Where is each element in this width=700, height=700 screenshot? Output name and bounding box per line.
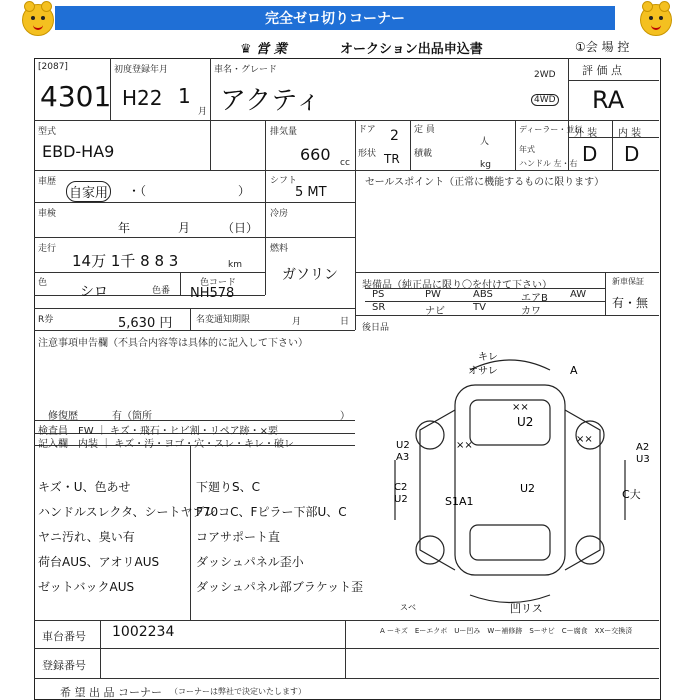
new-warranty: 有・無 [612, 296, 649, 310]
diag-left-a3: A3 [396, 452, 410, 463]
rear-label: 後日品 [362, 323, 390, 333]
diag-left-x: ×× [456, 440, 473, 451]
damage-legend: A ーキズ Eーエクボ Uー凹み Wー補修跡 Sーサビ Cー腐食 XXー交換済 [380, 627, 633, 635]
equip-item: カワ [521, 306, 541, 317]
diag-right-a2: A2 [636, 442, 650, 453]
use-label: 車歴 [38, 177, 57, 187]
diag-c2: C2 [394, 482, 408, 493]
doc-title: オークション出品申込書 [340, 42, 483, 57]
equip-item: ナビ [425, 306, 445, 317]
record-row: 内装 ｜ キズ・汚・ヨゴ・穴・スレ・キレ・破レ [78, 439, 295, 450]
handle-label: ハンドル 左・右 [519, 159, 578, 168]
mascot-right-icon [640, 4, 672, 36]
repair-label: 修復歴 [48, 411, 78, 422]
note-right-line: ダッシュパネル部ブラケット歪 [196, 580, 364, 594]
model-label: 型式 [38, 127, 57, 137]
cooler-label: 冷房 [270, 209, 289, 219]
diag-right-u3: U3 [636, 454, 650, 465]
equip-item: SR [372, 302, 386, 313]
diag-right-x: ×× [576, 434, 593, 445]
ext-label: 外 装 [574, 128, 598, 139]
doc-logo [240, 38, 287, 57]
car-name: アクティ [220, 86, 322, 116]
note-right-line: 下廻りS、C [196, 480, 260, 494]
equip-item: エアB [521, 293, 548, 304]
diag-roof-x: ×× [512, 402, 529, 413]
doc-logo-mark: ♛ [240, 42, 252, 57]
rights-label: R券 [38, 315, 54, 325]
first-reg-label: 初度登録年月 [114, 65, 169, 75]
name-change-label: 名変通知期限 [196, 315, 251, 325]
record-label: 記入欄 [38, 439, 68, 450]
note-left-line: ハンドルスレクタ、シートヤブレ [38, 505, 216, 519]
door-count: 2 [390, 128, 399, 144]
ext-grade: D [582, 142, 598, 166]
note-left-line: ゼットバックAUS [38, 580, 135, 594]
check-row: FW ｜ キズ・飛石・ヒビ割・リペア跡・×要 [78, 426, 278, 437]
ref-number: [2087] [38, 62, 68, 72]
notes-label: 注意事項申告欄（不具合内容等は具体的に記入して下さい） [38, 338, 308, 349]
new-warranty-label: 新車保証 [612, 277, 644, 286]
mileage-unit: km [228, 260, 242, 270]
mileage-label: 走行 [38, 244, 57, 254]
era-year: H22 [122, 86, 163, 110]
colorcode-label: 色コード [200, 278, 237, 288]
load-unit: kg [480, 160, 491, 170]
diag-bottom: 凹リス [510, 602, 543, 615]
note-left-line: キズ・U、色あせ [38, 480, 131, 494]
doc-title-prefix: 営 業 [256, 42, 287, 57]
shape-label: 形状 [358, 149, 377, 159]
shift-type: 5 MT [295, 185, 327, 200]
repair-value: 有（箇所 [112, 411, 152, 422]
eval-score: RA [592, 86, 625, 114]
year-model-label: 年式 [519, 145, 535, 154]
diag-note1: キレ [478, 352, 498, 363]
diag-bottom-small: スベ [400, 603, 416, 612]
load-label: 積載 [414, 149, 433, 159]
color-label: 色 [38, 278, 48, 288]
disp-unit: cc [340, 158, 350, 168]
eval-label: 評 価 点 [582, 64, 622, 77]
name-change-day: 日 [340, 317, 350, 327]
repair-close: ） [340, 411, 350, 422]
reg-month-unit: 月 [198, 107, 208, 117]
note-right-line: コアサポート直 [196, 530, 281, 544]
equip-label: 装備品（純正品に限り〇を付けて下さい） [362, 280, 552, 291]
displacement: 660 [300, 145, 331, 164]
chassis-label: 車台番号 [42, 630, 86, 643]
body-shape: TR [384, 152, 400, 166]
diag-u2b: U2 [394, 494, 408, 505]
drive-4wd: 4WD [531, 94, 559, 106]
equip-item: PW [425, 289, 441, 300]
check-label: 検査員 [38, 426, 68, 437]
inspect-day: （日） [222, 221, 259, 235]
use-type: 自家用 [66, 181, 111, 202]
use-close: ） [238, 184, 251, 198]
int-grade: D [624, 142, 640, 166]
diag-left-u2: U2 [396, 440, 410, 451]
venue-copy: ①会 場 控 [575, 40, 630, 54]
cap-unit: 人 [480, 137, 490, 147]
color-code: NH578 [190, 286, 235, 301]
note-left-line: ヤニ汚れ、臭い有 [38, 530, 135, 544]
color-value: シロ [80, 284, 108, 300]
diag-roof: U2 [517, 415, 534, 429]
bottom-label: 希 望 出 品 コーナー [60, 686, 162, 699]
disp-label: 排気量 [270, 127, 298, 137]
fuel-type: ガソリン [282, 267, 338, 283]
car-diagram [360, 340, 658, 618]
reg-label: 登録番号 [42, 659, 86, 672]
cap-label: 定 員 [414, 125, 435, 135]
diag-top-a: A [570, 364, 578, 377]
reg-month: 1 [178, 84, 191, 108]
banner-title: 完全ゼロ切りコーナー [55, 6, 615, 30]
sales-label: セールスポイント（正常に機能するものに限ります） [365, 177, 605, 188]
mascot-left-icon [22, 4, 54, 36]
door-label: ドア [358, 125, 376, 135]
name-change-month: 月 [292, 317, 302, 327]
equip-item: AW [570, 289, 587, 300]
equip-item: ABS [473, 289, 493, 300]
rights-value: 5,630 円 [118, 316, 173, 331]
int-label: 内 装 [618, 128, 642, 139]
mileage-value: 14万 1千 8 8 3 [72, 252, 179, 270]
fuel-label: 燃料 [270, 244, 289, 254]
inspect-month: 月 [178, 221, 191, 235]
note-right-line: ダッシュパネル歪小 [196, 555, 304, 569]
model-code: EBD-HA9 [42, 142, 115, 161]
use-dot: ・（ [128, 184, 147, 198]
equip-item: TV [473, 302, 486, 313]
note-left-line: 荷台AUS、アオリAUS [38, 555, 160, 569]
equip-item: PS [372, 289, 385, 300]
diag-center: S1A1 [445, 495, 474, 508]
note-right-line: F70コC、Fピラー下部U、C [196, 505, 347, 519]
drive-2wd: 2WD [534, 70, 556, 80]
inspect-year: 年 [118, 221, 131, 235]
inspect-label: 車検 [38, 209, 57, 219]
shift-label: シフト [270, 176, 298, 186]
diag-note2: オサレ [468, 366, 498, 377]
lot-number: 4301 [40, 80, 112, 113]
car-name-label: 車名・グレード [214, 65, 278, 75]
chassis-number: 1002234 [112, 624, 175, 640]
diag-center-u2: U2 [520, 482, 536, 495]
bottom-note: （コーナーは弊社で決定いたします） [170, 687, 306, 696]
diag-rear-c: C大 [622, 488, 641, 501]
dealer-label: ディーラー・並行 [519, 125, 583, 134]
colorno-label: 色番 [152, 286, 171, 296]
